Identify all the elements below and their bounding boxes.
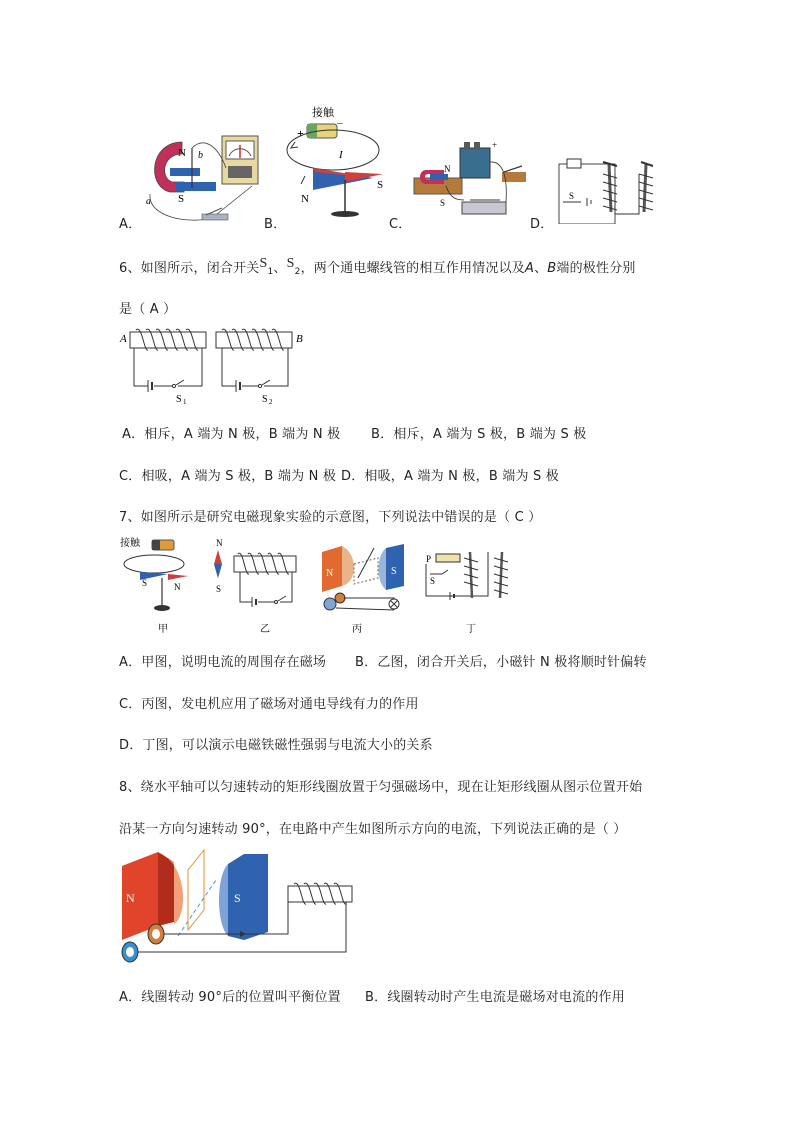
q7-figure-ding — [426, 552, 508, 635]
svg-text:I: I — [339, 149, 343, 161]
q5a-s-label: S — [178, 193, 185, 205]
svg-text:+: + — [492, 140, 498, 150]
svg-text:N: N — [174, 582, 181, 592]
svg-text:A: A — [120, 333, 127, 345]
svg-text:S: S — [176, 394, 182, 404]
q5-figure-a — [140, 128, 266, 228]
q5-option-b-label[interactable]: B． — [264, 217, 287, 232]
q6-option-c[interactable]: C．相吸，A 端为 S 极，B 端为 N 极 — [119, 469, 337, 484]
svg-text:N: N — [444, 164, 451, 174]
q8-stem-line1: 8、绕水平轴可以匀速转动的矩形线圈放置于匀强磁场中，现在让矩形线圈从图示位置开始 — [119, 780, 643, 795]
q7-label-bing: 丙 — [352, 624, 362, 635]
svg-text:N: N — [126, 891, 135, 905]
svg-text:N: N — [301, 193, 309, 205]
svg-text:S: S — [440, 198, 446, 208]
q7-figure-yi — [214, 538, 296, 635]
svg-text:b: b — [198, 150, 203, 161]
q7-option-b[interactable]: B．乙图，闭合开关后，小磁针 N 极将顺时针偏转 — [355, 655, 647, 670]
q5-option-d-label[interactable]: D． — [530, 217, 554, 232]
svg-text:S: S — [234, 891, 241, 905]
svg-text:S: S — [262, 394, 268, 404]
q6-figure — [118, 324, 308, 404]
svg-text:B: B — [296, 333, 303, 345]
svg-text:N: N — [216, 538, 223, 548]
q5-figure-c — [410, 140, 532, 224]
q8-stem-line2: 沿某一方向匀速转动 90°，在电路中产生如图所示方向的电流，下列说法正确的是（ ） — [119, 822, 627, 837]
q8-option-b[interactable]: B．线圈转动时产生电流是磁场对电流的作用 — [365, 990, 625, 1005]
q5-option-c-label[interactable]: C． — [389, 217, 412, 232]
q5-figure-b — [283, 102, 413, 226]
svg-text:接触: 接触 — [120, 538, 140, 549]
q5-option-a-label[interactable]: A． — [119, 217, 142, 232]
q7-option-d[interactable]: D．丁图，可以演示电磁铁磁性强弱与电流大小的关系 — [119, 738, 433, 753]
svg-text:N: N — [326, 568, 334, 579]
svg-text:P: P — [426, 554, 432, 564]
q5-figure-d — [553, 154, 663, 224]
q7-figure-jia — [120, 536, 188, 635]
q7-label-ding: 丁 — [466, 624, 476, 635]
svg-text:a: a — [146, 196, 151, 207]
svg-text:接触: 接触 — [312, 107, 334, 119]
q7-stem: 7、如图所示是研究电磁现象实验的示意图，下列说法中错误的是（ C ） — [119, 510, 542, 525]
svg-text:S: S — [216, 584, 222, 594]
svg-text:S: S — [377, 179, 384, 191]
q6-option-d[interactable]: D．相吸，A 端为 N 极，B 端为 S 极 — [341, 469, 559, 484]
q8-figure — [116, 846, 362, 968]
q7-option-c[interactable]: C．丙图，发电机应用了磁场对通电导线有力的作用 — [119, 697, 419, 712]
svg-text:S: S — [391, 566, 397, 577]
svg-text:1: 1 — [183, 398, 187, 404]
q7-figure — [118, 534, 538, 636]
svg-text:S: S — [430, 576, 436, 586]
q6-option-a[interactable]: A．相斥，A 端为 N 极，B 端为 N 极 — [122, 427, 341, 442]
svg-text:S: S — [142, 578, 148, 588]
q6-stem-line1: 6、如图所示，闭合开关$S_1$、$S_2$，两个通电螺线管的相互作用情况以及A、B端的极性分别 — [119, 256, 636, 277]
q5a-n-label: N — [178, 147, 186, 159]
q7-label-yi: 乙 — [260, 624, 270, 635]
svg-text:S: S — [569, 191, 575, 201]
q7-figure-bing — [322, 544, 404, 635]
q7-label-jia: 甲 — [158, 624, 168, 635]
svg-text:2: 2 — [269, 398, 273, 404]
q8-option-a[interactable]: A．线圈转动 90°后的位置叫平衡位置 — [119, 990, 341, 1005]
q6-option-b[interactable]: B．相斥，A 端为 S 极，B 端为 S 极 — [371, 427, 587, 442]
q7-option-a[interactable]: A．甲图，说明电流的周围存在磁场 — [119, 655, 327, 670]
svg-text:+: + — [297, 126, 304, 140]
q6-stem-line2: 是（ A ） — [119, 302, 177, 317]
svg-text:_: _ — [337, 113, 343, 125]
